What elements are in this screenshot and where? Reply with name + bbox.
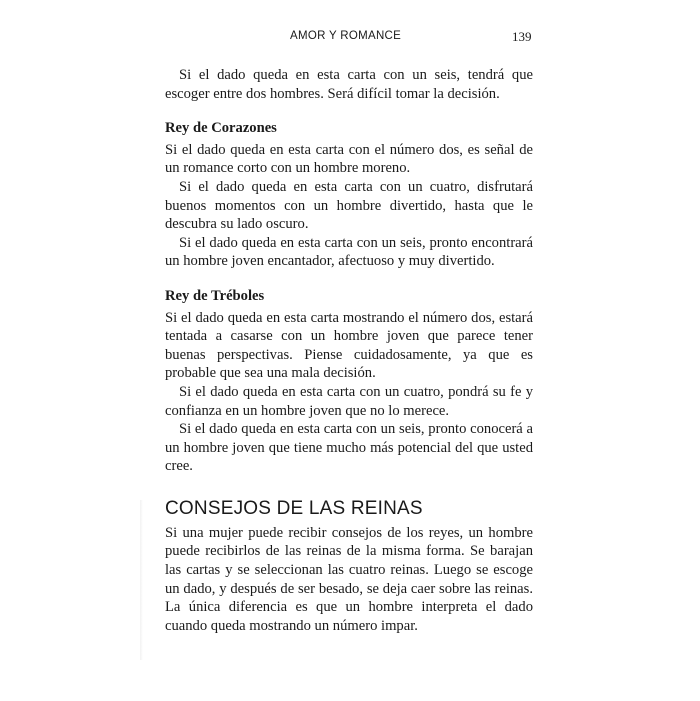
paragraph: Si el dado queda en esta carta con un seis, pronto conocerá a un hombre joven que tiene mucho más potencial del que usted cree. (165, 421, 533, 475)
running-head: AMOR Y ROMANCE (290, 30, 402, 42)
scan-margin-shadow (140, 500, 143, 660)
page-body (165, 66, 533, 635)
paragraph: Si el dado queda en esta carta con un cuatro, pondrá su fe y confianza en un hombre joven que no lo merece. (165, 383, 533, 419)
paragraph: Si una mujer puede recibir consejos de los reyes, un hombre puede recibirlos de las reinas de la misma forma. Se barajan las cartas y se seleccionan las cuatro reinas. Luego se escoge un dado, y después de ser besado, se deja caer sobre las reinas. La única diferencia es que un hombre interpreta el dado cuando queda mostrando un número impar. (165, 524, 533, 634)
chapter-heading-consejos: CONSEJOS DE LAS REINAS (165, 497, 423, 519)
intro-paragraph: Si el dado queda en esta carta con un seis, tendrá que escoger entre dos hombres. Será difícil tomar la decisión. (165, 67, 533, 102)
section-heading-rey-corazones: Rey de Corazones (165, 120, 277, 137)
page-number: 139 (512, 29, 532, 44)
section-heading-rey-treboles: Rey de Tréboles (165, 287, 265, 304)
paragraph: Si el dado queda en esta carta con el número dos, es señal de un romance corto con un hombre moreno. (165, 141, 533, 177)
paragraph: Si el dado queda en esta carta con un seis, pronto encontrará un hombre joven encantador, afectuoso y muy divertido. (165, 234, 533, 270)
paragraph: Si el dado queda en esta carta con un cuatro, disfrutará buenos momentos con un hombre divertido, hasta que le descubra su lado oscuro. (165, 178, 533, 233)
paragraph: Si el dado queda en esta carta mostrando el número dos, estará tentada a casarse con un hombre joven que parece tener buenas perspectivas. Piense cuidadosamente, ya que es probable que sea una mala decisión. (165, 309, 533, 382)
